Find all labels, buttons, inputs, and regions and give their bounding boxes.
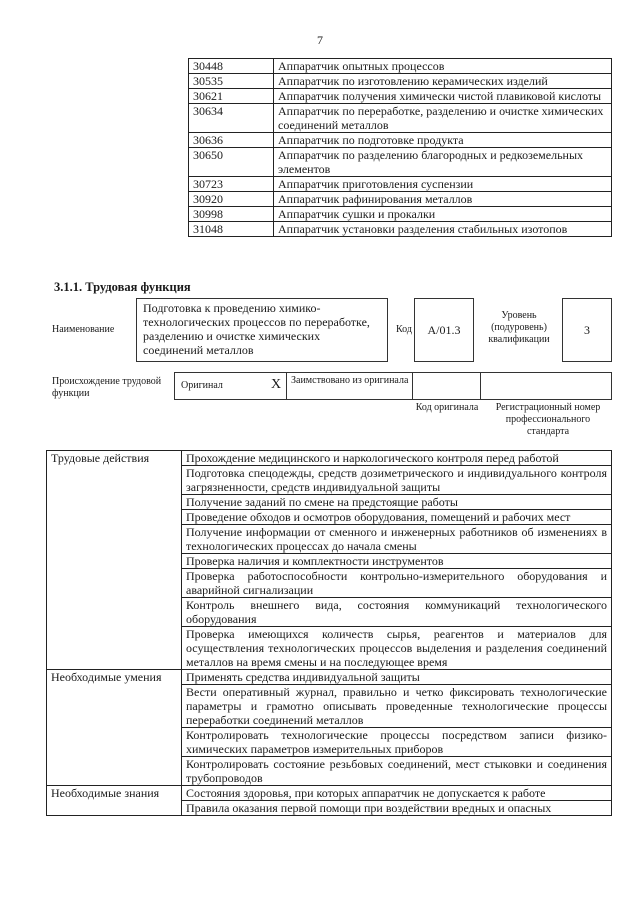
skill-item: Контролировать состояние резьбовых соединений, мест стыковки и соединения трубопроводов (182, 757, 612, 786)
knowledge-label: Необходимые знания (47, 786, 182, 816)
occupation-code: 30621 (189, 89, 274, 104)
occupation-name: Аппаратчик сушки и прокалки (274, 207, 612, 222)
occupation-code: 30634 (189, 104, 274, 133)
code-row (189, 192, 612, 207)
reg-number-cell (481, 373, 611, 399)
labor-action-item: Контроль внешнего вида, состояния коммуникаций технологического оборудования (182, 598, 612, 627)
occupation-code: 30535 (189, 74, 274, 89)
code-row (189, 89, 612, 104)
skill-item: Применять средства индивидуальной защиты (182, 670, 612, 685)
page-number: 7 (317, 33, 323, 47)
level-box: 3 (562, 298, 612, 362)
labor-action-label: Трудовые действия (47, 451, 182, 670)
occupation-name: Аппаратчик по переработке, разделению и очистке химических соединений металлов (274, 104, 612, 133)
section-title: 3.1.1. Трудовая функция (54, 280, 191, 294)
original-cell (175, 373, 287, 399)
origin-label: Происхождение трудовой функции (52, 376, 162, 399)
original-mark: X (271, 377, 282, 392)
knowledge-row (47, 786, 612, 801)
occupation-code: 30448 (189, 59, 274, 74)
occupation-code: 30998 (189, 207, 274, 222)
occupation-name: Аппаратчик получения химически чистой плавиковой кислоты (274, 89, 612, 104)
name-label: Наименование (52, 324, 115, 335)
skill-item: Вести оперативный журнал, правильно и четко фиксировать технологические параметры и грамотно описывать проведенные технологические процессы переработки соединений металлов (182, 685, 612, 728)
code-row (189, 148, 612, 177)
occupation-code: 30920 (189, 192, 274, 207)
level-label: Уровень (подуровень) квалификации (488, 310, 550, 345)
occupation-name: Аппаратчик опытных процессов (274, 59, 612, 74)
labor-action-item: Проверка наличия и комплектности инструментов (182, 554, 612, 569)
skill-item: Контролировать технологические процессы посредством записи физико-химических параметров измерительных приборов (182, 728, 612, 757)
code-row (189, 59, 612, 74)
labor-action-item: Проверка работоспособности контрольно-измерительного оборудования и аварийной сигнализации (182, 569, 612, 598)
code-row (189, 104, 612, 133)
labor-function-table (46, 450, 612, 816)
labor-action-row (47, 451, 612, 466)
code-row (189, 133, 612, 148)
code-original-cell (413, 373, 481, 399)
occupation-name: Аппаратчик по разделению благородных и редкоземельных элементов (274, 148, 612, 177)
code-row (189, 177, 612, 192)
origin-row (174, 372, 612, 400)
labor-action-item: Проверка имеющихся количеств сырья, реагентов и материалов для осуществления технологических процессов выделения и разделения соединений металлов на время смены и на последующее время (182, 627, 612, 670)
code-label: Код (396, 324, 412, 335)
code-original-label: Код оригинала (415, 402, 479, 413)
occupation-code: 31048 (189, 222, 274, 237)
skill-label: Необходимые умения (47, 670, 182, 786)
reg-number-label: Регистрационный номер профессионального стандарта (495, 402, 601, 437)
function-name-box: Подготовка к проведению химико-технологических процессов по переработке, разделению и очистке химических соединений металлов (136, 298, 388, 362)
labor-action-item: Получение заданий по смене на предстоящие работы (182, 495, 612, 510)
labor-action-item: Проведение обходов и осмотров оборудования, помещений и рабочих мест (182, 510, 612, 525)
code-row (189, 222, 612, 237)
occupation-code: 30723 (189, 177, 274, 192)
original-label: Оригинал (181, 380, 223, 391)
skill-row (47, 670, 612, 685)
occupation-name: Аппаратчик приготовления суспензии (274, 177, 612, 192)
function-code-box: А/01.3 (414, 298, 474, 362)
occupation-code: 30650 (189, 148, 274, 177)
knowledge-item: Правила оказания первой помощи при воздействии вредных и опасных (182, 801, 612, 816)
occupation-name: Аппаратчик установки разделения стабильных изотопов (274, 222, 612, 237)
occupation-name: Аппаратчик рафинирования металлов (274, 192, 612, 207)
occupation-name: Аппаратчик по изготовлению керамических изделий (274, 74, 612, 89)
labor-action-item: Подготовка спецодежды, средств дозиметрического и индивидуального контроля загрязненности, средств индивидуальной защиты (182, 466, 612, 495)
knowledge-item: Состояния здоровья, при которых аппаратчик не допускается к работе (182, 786, 612, 801)
code-row (189, 74, 612, 89)
borrowed-cell (287, 373, 413, 399)
borrowed-label: Заимствовано из оригинала (291, 375, 409, 386)
labor-action-item: Прохождение медицинского и наркологического контроля перед работой (182, 451, 612, 466)
occupation-code: 30636 (189, 133, 274, 148)
code-row (189, 207, 612, 222)
occupation-name: Аппаратчик по подготовке продукта (274, 133, 612, 148)
occupation-codes-table (188, 58, 612, 237)
labor-action-item: Получение информации от сменного и инженерных работников об изменениях в технологических процессах до начала смены (182, 525, 612, 554)
